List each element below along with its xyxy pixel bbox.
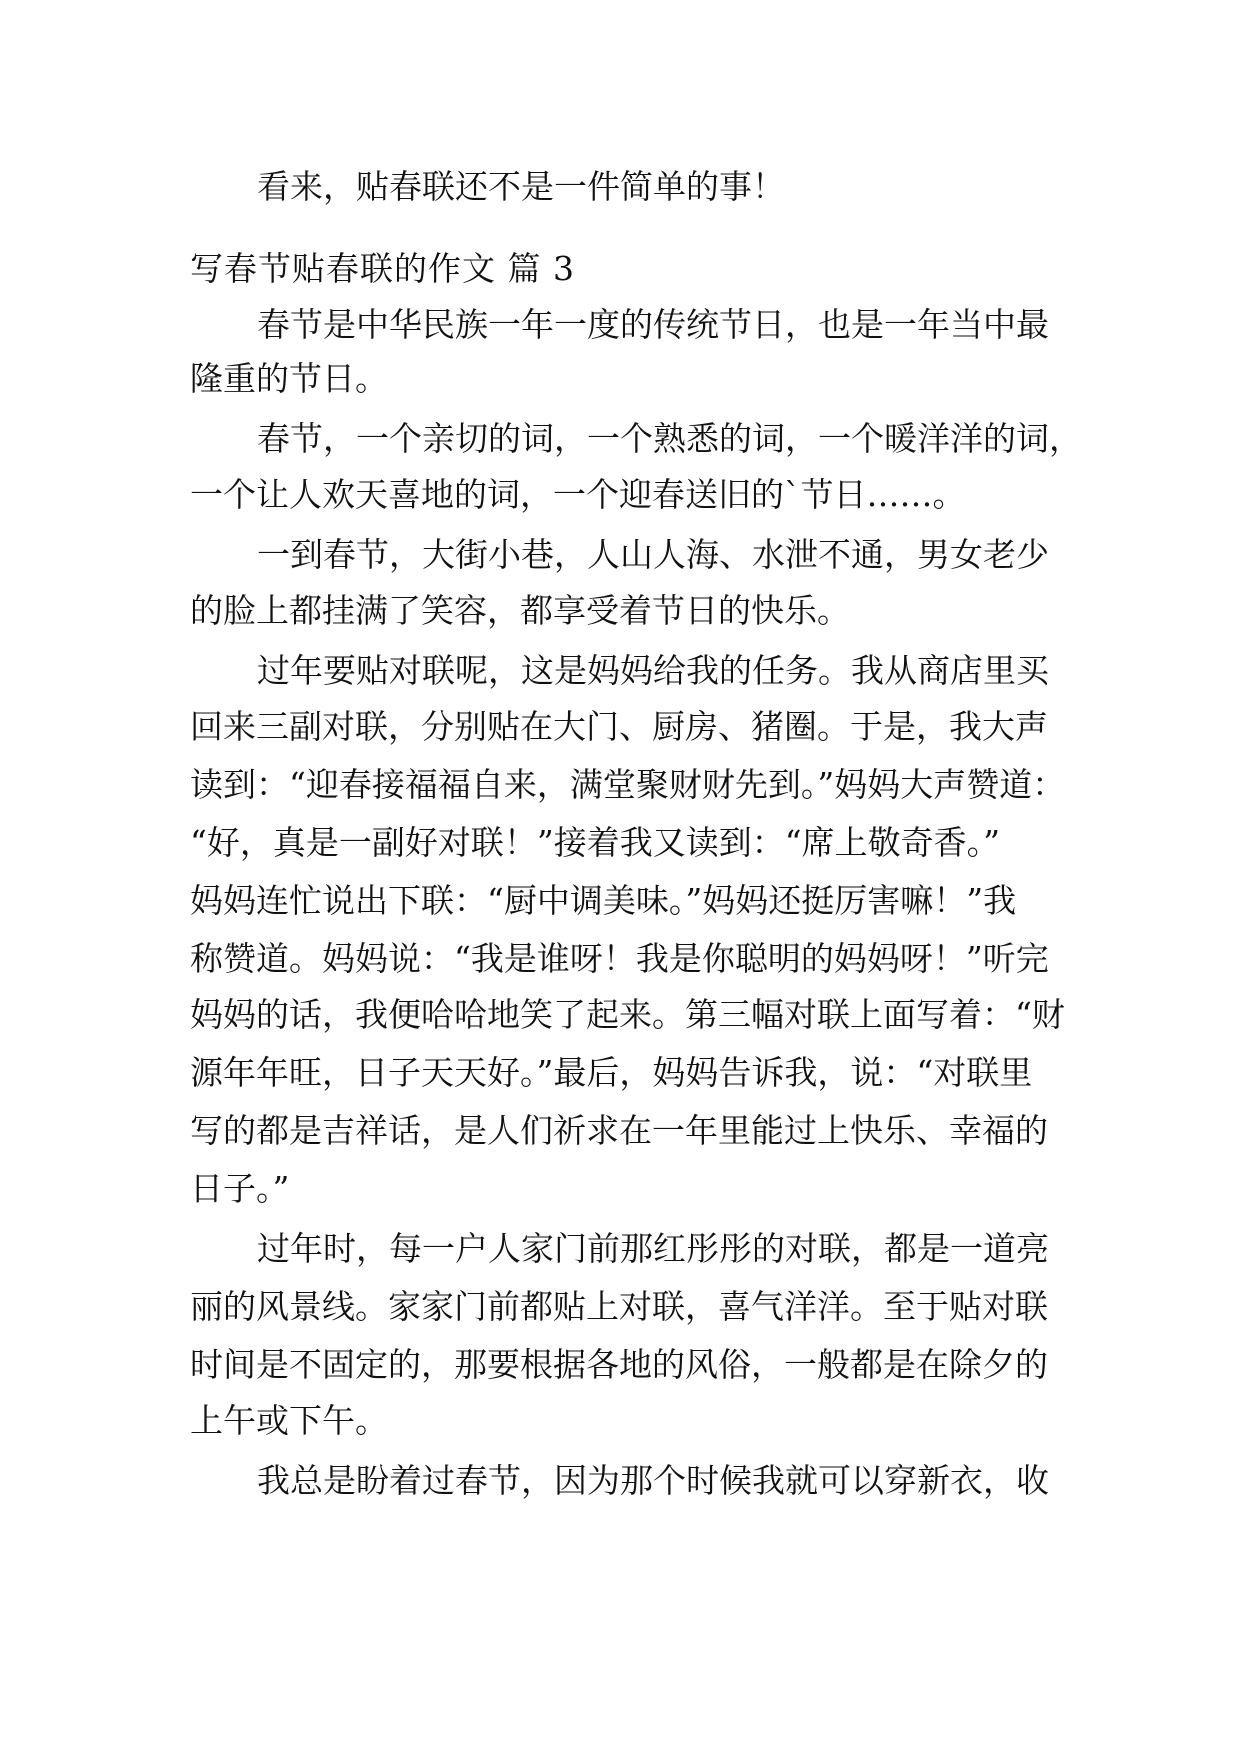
paragraph-line: 称赞道。妈妈说：“我是谁呀！我是你聪明的妈妈呀！”听完 [190,939,1049,978]
paragraph-line: 时间是不固定的，那要根据各地的风俗，一般都是在除夕的 [190,1345,1048,1384]
paragraph-line: 我总是盼着过春节，因为那个时候我就可以穿新衣，收 [257,1461,1049,1500]
paragraph-line: 的脸上都挂满了笑容，都享受着节日的快乐。 [190,591,850,630]
section-heading: 写春节贴春联的作文 篇 3 [190,249,575,288]
paragraph-line: 春节，一个亲切的词，一个熟悉的词，一个暖洋洋的词， [257,419,1082,458]
paragraph-line: “好，真是一副好对联！”接着我又读到：“席上敬奇香。” [190,823,1000,862]
paragraph-line: 妈妈连忙说出下联：“厨中调美味。”妈妈还挺厉害嘛！”我 [190,881,1017,920]
paragraph-line: 日子。” [190,1169,290,1208]
paragraph-line: 过年要贴对联呢，这是妈妈给我的任务。我从商店里买 [257,651,1049,690]
paragraph-line: 一个让人欢天喜地的词，一个迎春送旧的`节日……。 [190,475,966,514]
intro-line: 看来，贴春联还不是一件简单的事！ [257,167,785,206]
paragraph-line: 回来三副对联，分别贴在大门、厨房、猪圈。于是，我大声 [190,707,1048,746]
paragraph-line: 上午或下午。 [190,1401,388,1440]
paragraph-line: 读到：“迎春接福福自来，满堂聚财财先到。”妈妈大声赞道： [190,765,1066,804]
paragraph-line: 一到春节，大街小巷，人山人海、水泄不通，男女老少 [257,535,1049,574]
paragraph-line: 隆重的节日。 [190,359,388,398]
paragraph-line: 春节是中华民族一年一度的传统节日，也是一年当中最 [257,305,1049,344]
paragraph-line: 写的都是吉祥话，是人们祈求在一年里能过上快乐、幸福的 [190,1111,1048,1150]
paragraph-line: 丽的风景线。家家门前都贴上对联，喜气洋洋。至于贴对联 [190,1287,1048,1326]
paragraph-line: 妈妈的话，我便哈哈地笑了起来。第三幅对联上面写着：“财 [190,995,1065,1034]
paragraph-line: 过年时，每一户人家门前那红彤彤的对联，都是一道亮 [257,1229,1049,1268]
paragraph-line: 源年年旺，日子天天好。”最后，妈妈告诉我，说：“对联里 [190,1053,1033,1092]
